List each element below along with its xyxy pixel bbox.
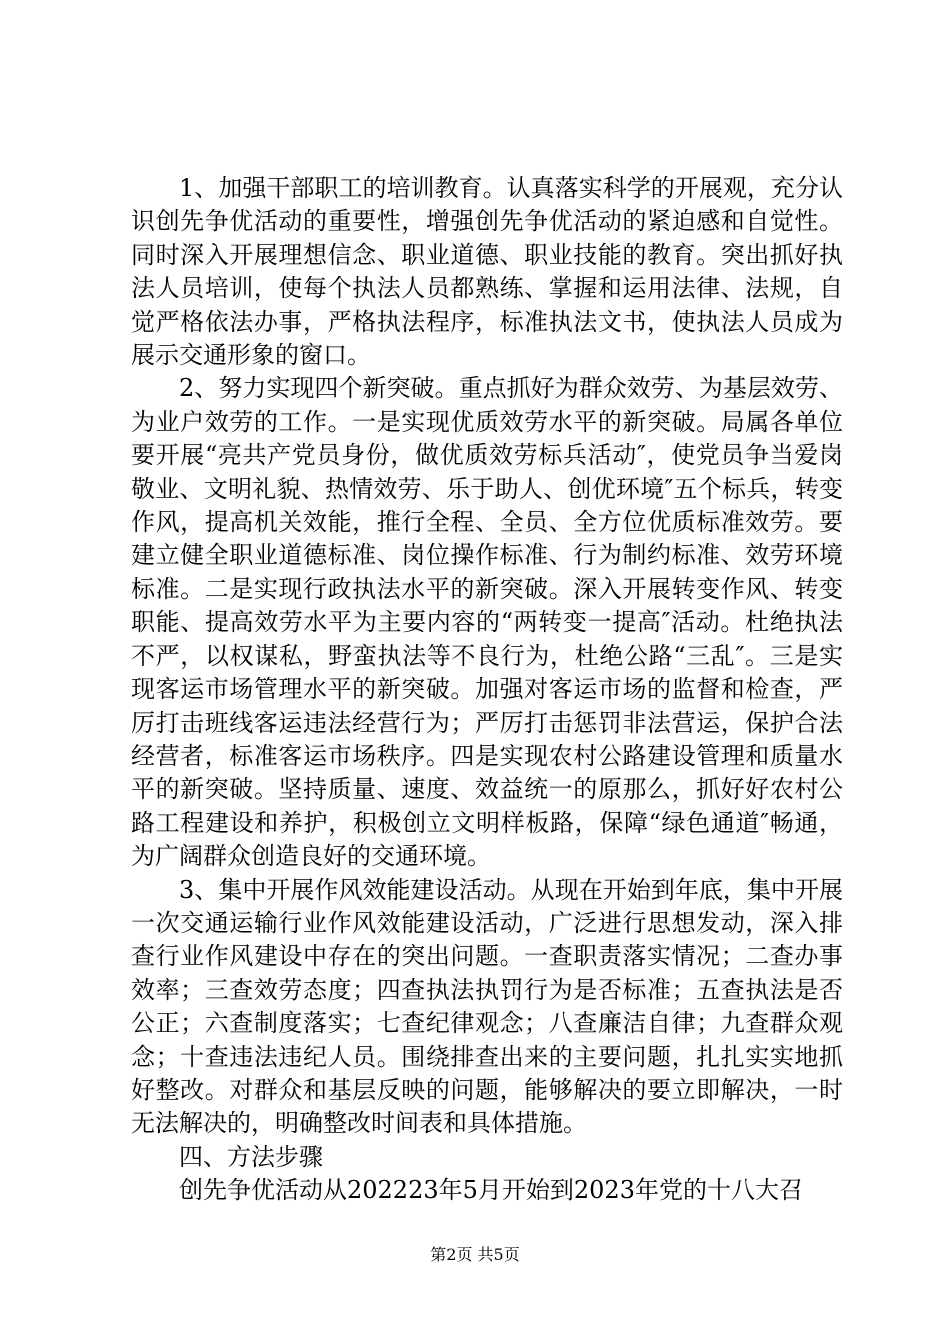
- page-number-footer: 第2页 共5页: [430, 1245, 520, 1264]
- section-heading-methods-steps: 四、方法步骤: [179, 1142, 323, 1171]
- paragraph-four-breakthroughs: 2、努力实现四个新突破。重点抓好为群众效劳、为基层效劳、为业户效劳的工作。一是实现优质效劳水平的新突破。局属各单位要开展“亮共产党员身份，做优质效劳标兵活动″，使党员争当爱岗敬业、文明礼貌、热情效劳、乐于助人、创优环境″五个标兵，转变作风，提高机关效能，推行全程、全员、全方位优质标准效劳。要建立健全职业道德标准、岗位操作标准、行为制约标准、效劳环境标准。二是实现行政执法水平的新突破。深入开展转变作风、转变职能、提高效劳水平为主要内容的“两转变一提高″活动。杜绝执法不严，以权谋私，野蛮执法等不良行为，杜绝公路“三乱″。三是实现客运市场管理水平的新突破。加强对客运市场的监督和检查，严厉打击班线客运违法经营行为；严厉打击惩罚非法营运，保护合法经营者，标准客运市场秩序。四是实现农村公路建设管理和质量水平的新突破。坚持质量、速度、效益统一的原那么，抓好好农村公路工程建设和养护，积极创立文明样板路，保障“绿色通道″畅通，为广阔群众创造良好的交通环境。: [131, 374, 843, 871]
- document-body: [131, 172, 843, 1208]
- paragraph-activity-timeline: 创先争优活动从202223年5月开始到2023年党的十八大召: [179, 1176, 803, 1205]
- paragraph-training-education: 1、加强干部职工的培训教育。认真落实科学的开展观，充分认识创先争优活动的重要性，增强创先争优活动的紧迫感和自觉性。同时深入开展理想信念、职业道德、职业技能的教育。突出抓好执法人员培训，使每个执法人员都熟练、掌握和运用法律、法规，自觉严格依法办事，严格执法程序，标准执法文书，使执法人员成为展示交通形象的窗口。: [131, 174, 843, 370]
- paragraph-work-style-campaign: 3、集中开展作风效能建设活动。从现在开始到年底，集中开展一次交通运输行业作风效能建设活动，广泛进行思想发动，深入排查行业作风建设中存在的突出问题。一查职责落实情况；二查办事效率；三查效劳态度；四查执法执罚行为是否标准；五查执法是否公正；六查制度落实；七查纪律观念；八查廉洁自律；九查群众观念；十查违法违纪人员。围绕排查出来的主要问题，扎扎实实地抓好整改。对群众和基层反映的问题，能够解决的要立即解决，一时无法解决的，明确整改时间表和具体措施。: [131, 875, 843, 1138]
